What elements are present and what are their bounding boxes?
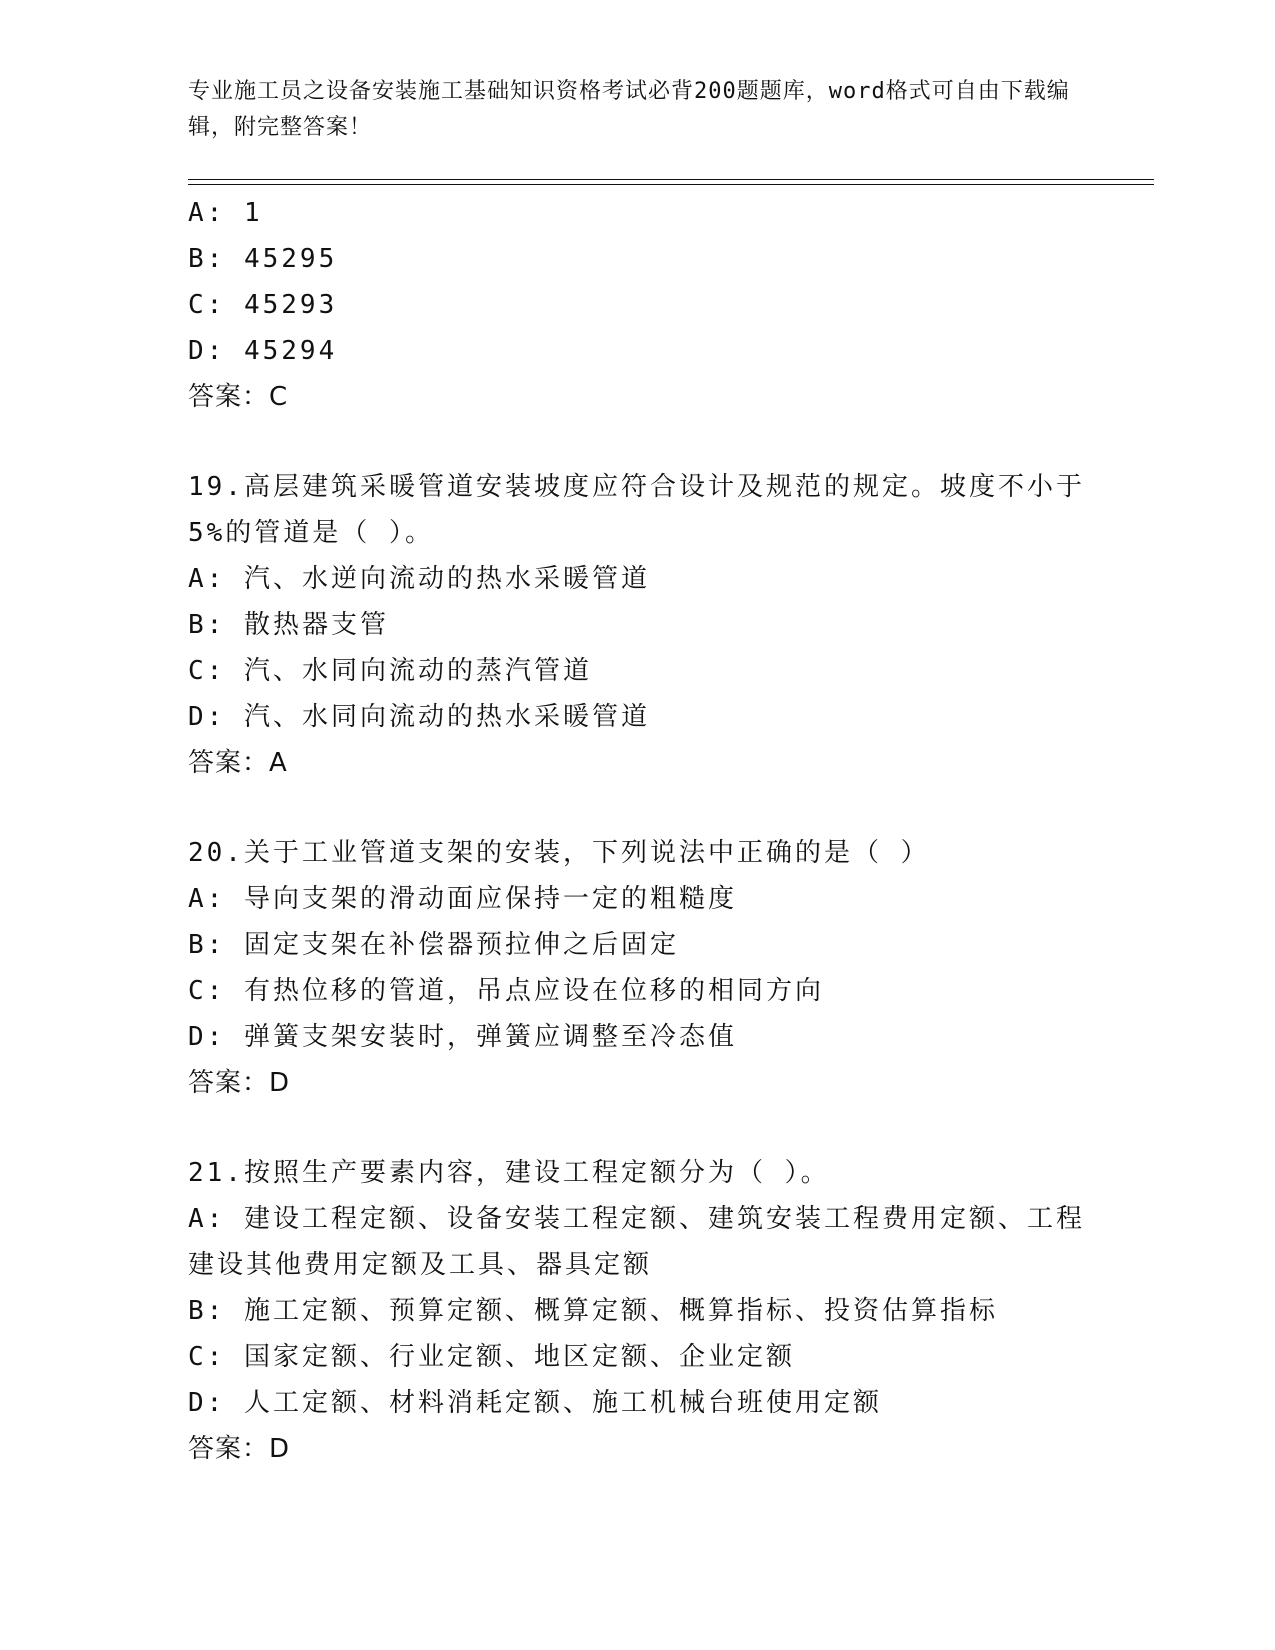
option-text: 有热位移的管道，吊点应设在位移的相同方向	[243, 976, 824, 1006]
answer-line: 答案：C	[188, 382, 289, 412]
option-b	[188, 236, 1088, 282]
question-content	[188, 190, 1088, 1472]
question-21	[188, 1150, 1088, 1472]
option-text: 国家定额、行业定额、地区定额、企业定额	[243, 1342, 795, 1372]
option-b	[188, 922, 1088, 968]
option-text: 45295	[243, 244, 338, 274]
document-header: 专业施工员之设备安装施工基础知识资格考试必背200题题库，word格式可自由下载编辑，附完整答案！	[188, 79, 1070, 140]
option-c	[188, 1334, 1088, 1380]
question-18	[188, 190, 1088, 420]
option-text: 固定支架在补偿器预拉伸之后固定	[243, 930, 679, 960]
option-a	[188, 190, 1088, 236]
option-text: 施工定额、预算定额、概算定额、概算指标、投资估算指标	[243, 1296, 998, 1326]
question-stem-continued: 5%的管道是（ ）。	[188, 518, 434, 548]
option-label: B:	[188, 1296, 226, 1326]
option-a	[188, 876, 1088, 922]
option-label: D:	[188, 702, 226, 732]
option-label: A:	[188, 1204, 226, 1234]
question-stem: 19.高层建筑采暖管道安装坡度应符合设计及规范的规定。坡度不小于	[188, 472, 1085, 502]
option-text: 建设工程定额、设备安装工程定额、建筑安装工程费用定额、工程	[243, 1204, 1085, 1234]
question-20	[188, 830, 1088, 1106]
option-label: B:	[188, 930, 226, 960]
option-label: B:	[188, 610, 226, 640]
option-d	[188, 1014, 1088, 1060]
option-text: 45293	[243, 290, 338, 320]
option-b	[188, 602, 1088, 648]
option-c	[188, 968, 1088, 1014]
question-stem: 20.关于工业管道支架的安装，下列说法中正确的是（ ）	[188, 838, 930, 868]
option-b	[188, 1288, 1088, 1334]
option-label: C:	[188, 1342, 226, 1372]
option-d	[188, 328, 1088, 374]
header-divider-top	[188, 179, 1154, 180]
answer-line: 答案：A	[188, 748, 288, 778]
option-label: D:	[188, 1022, 226, 1052]
option-d	[188, 1380, 1088, 1426]
option-label: B:	[188, 244, 226, 274]
answer-line: 答案：D	[188, 1434, 291, 1464]
option-label: C:	[188, 290, 226, 320]
option-text: 导向支架的滑动面应保持一定的粗糙度	[243, 884, 737, 914]
option-label: A:	[188, 564, 226, 594]
option-text: 45294	[243, 336, 338, 366]
option-d	[188, 694, 1088, 740]
option-label: C:	[188, 656, 226, 686]
option-label: A:	[188, 198, 226, 228]
option-text: 汽、水同向流动的蒸汽管道	[243, 656, 592, 686]
answer-line: 答案：D	[188, 1068, 291, 1098]
option-text: 汽、水同向流动的热水采暖管道	[243, 702, 650, 732]
option-c	[188, 648, 1088, 694]
option-text: 弹簧支架安装时，弹簧应调整至冷态值	[243, 1022, 737, 1052]
option-text: 汽、水逆向流动的热水采暖管道	[243, 564, 650, 594]
option-label: C:	[188, 976, 226, 1006]
option-text: 1	[243, 198, 263, 228]
option-a	[188, 1196, 1088, 1242]
option-label: A:	[188, 884, 226, 914]
option-text: 人工定额、材料消耗定额、施工机械台班使用定额	[243, 1388, 882, 1418]
option-label: D:	[188, 336, 226, 366]
option-text: 散热器支管	[243, 610, 389, 640]
option-c	[188, 282, 1088, 328]
question-19	[188, 464, 1088, 786]
header-divider-bottom	[188, 184, 1154, 185]
option-a-continued: 建设其他费用定额及工具、器具定额	[188, 1250, 653, 1280]
option-label: D:	[188, 1388, 226, 1418]
option-a	[188, 556, 1088, 602]
question-stem: 21.按照生产要素内容，建设工程定额分为（ ）。	[188, 1158, 830, 1188]
